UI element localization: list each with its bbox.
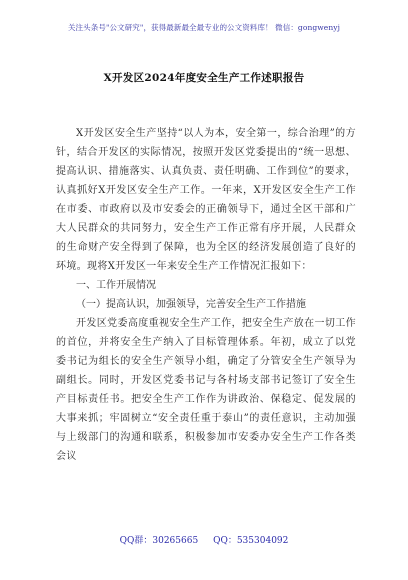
section-heading: 一、工作开展情况 [76,280,156,291]
body-paragraph: 开发区党委高度重视安全生产工作，把安全生产放在一切工作的首位，并将安全生产纳入了目标管理体系。年初，成立了以党委书记为组长的安全生产领导小组，确定了分管安全生产领导为副组长。同时，开发区党委书记与各村场支部书记签订了安全生产目标责任书。把安全生产工作作为讲政治、保稳定、促发展的大事来抓；牢固树立“安全责任重于泰山”的责任意识，主动加强与上级部门的沟通和联系，积极参加市安委办安全生产工作各类会议 [56,318,356,462]
header-note: 关注头条号"公文研究"，获得最新最全最专业的公文资料库！ 微信：gongwenyj [67,23,341,32]
document-title: X开发区2024年度安全生产工作述职报告 [103,72,305,84]
document-body [56,124,356,466]
footer-qq-group: QQ群：30265665 [119,536,199,546]
footer [0,533,408,546]
subsection-heading: （一）提高认识，加强领导，完善安全生产工作措施 [76,299,306,310]
intro-paragraph: X开发区安全生产坚持“以人为本，安全第一，综合治理”的方针，结合开发区的实际情况，按照开发区党委提出的“统一思想、提高认识、措施落实、认真负责、责任明确、工作到位”的要求，认真抓好X开发区安全生产工作。一年来，X开发区安全生产工作在市委、市政府以及市安委会的正确领导下，通过全区干部和广大人民群众的共同努力，安全生产工作正常有序开展，人民群众的生命财产安全得到了保障，也为全区的经济发展创造了良好的环境。现将X开发区一年来安全生产工作情况汇报如下： [56,128,356,272]
footer-qq: QQ：535304092 [213,536,289,546]
